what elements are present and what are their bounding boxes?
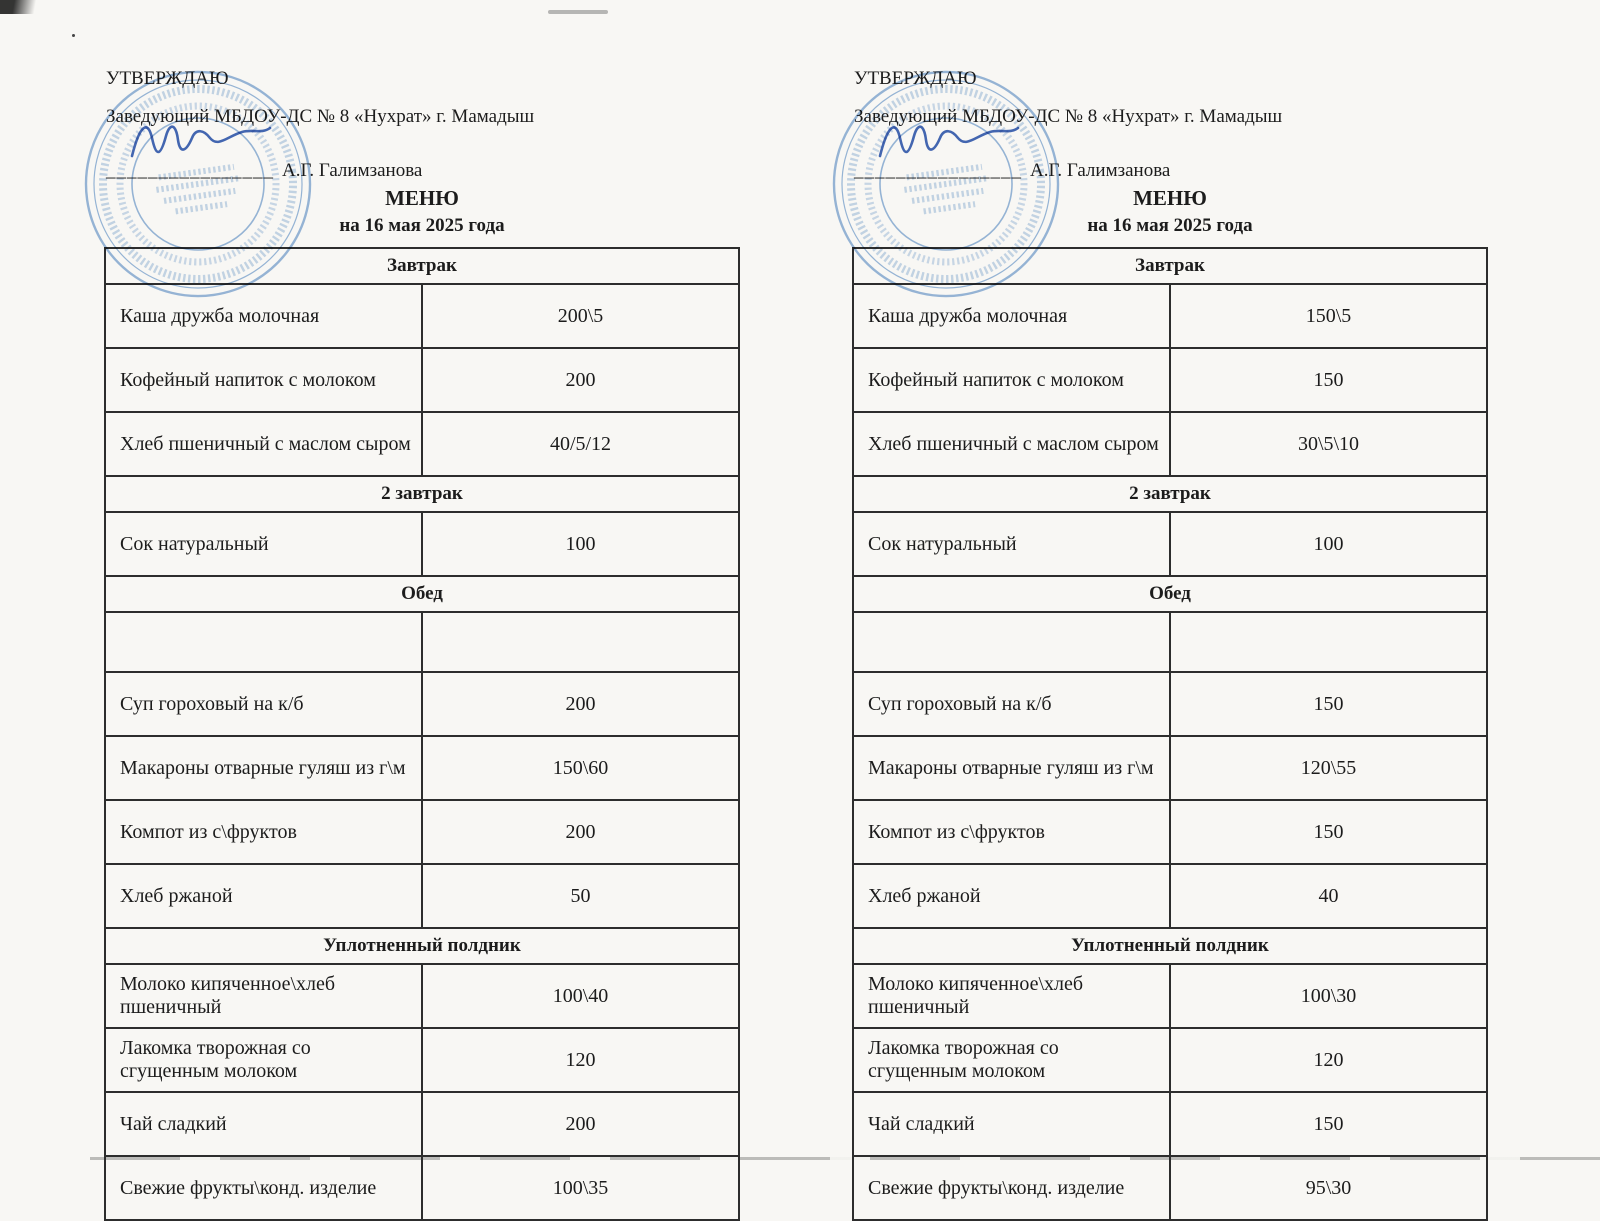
dish-name: Кофейный напиток с молоком <box>105 348 422 412</box>
dish-name: Хлеб ржаной <box>853 864 1170 928</box>
approve-label: УТВЕРЖДАЮ <box>106 68 229 89</box>
dish-name: Хлеб пшеничный с маслом сыром <box>853 412 1170 476</box>
portion-value: 150 <box>1170 672 1487 736</box>
dish-name: Свежие фрукты\конд. изделие <box>105 1156 422 1220</box>
menu-sheet-left <box>104 68 744 1221</box>
dish-name: Суп гороховый на к/б <box>853 672 1170 736</box>
portion-value: 200 <box>422 800 739 864</box>
menu-row <box>853 1156 1487 1220</box>
signature-row <box>106 148 744 182</box>
dish-name: Сок натуральный <box>853 512 1170 576</box>
dish-name: Компот из с\фруктов <box>853 800 1170 864</box>
portion-value: 100 <box>422 512 739 576</box>
portion-value: 120\55 <box>1170 736 1487 800</box>
dish-name: Чай сладкий <box>853 1092 1170 1156</box>
dish-name: Макароны отварные гуляш из г\м <box>105 736 422 800</box>
menu-row <box>853 864 1487 928</box>
signer-name: А.Г. Галимзанова <box>1030 160 1171 181</box>
menu-row <box>105 672 739 736</box>
signature-underline: ________________ <box>854 160 1022 181</box>
portion-value: 120 <box>422 1028 739 1092</box>
dish-name: Лакомка творожная со сгущенным молоком <box>105 1028 422 1092</box>
dish-name: Чай сладкий <box>105 1092 422 1156</box>
menu-title: МЕНЮ <box>385 186 459 210</box>
menu-table <box>104 247 740 1221</box>
scan-artifact-dot <box>72 34 75 37</box>
portion-value: 40 <box>1170 864 1487 928</box>
section-row <box>105 248 739 284</box>
institution-line: Заведующий МБДОУ-ДС № 8 «Нухрат» г. Мамадыш <box>854 106 1283 127</box>
menu-row <box>105 1028 739 1092</box>
title-block <box>104 186 740 237</box>
dish-name: Молоко кипяченное\хлеб пшеничный <box>853 964 1170 1028</box>
dish-name: Хлеб ржаной <box>105 864 422 928</box>
approve-label: УТВЕРЖДАЮ <box>854 68 977 89</box>
portion-value: 200 <box>422 1092 739 1156</box>
section-header: Обед <box>853 576 1487 612</box>
portion-value: 40/5/12 <box>422 412 739 476</box>
menu-row <box>105 1156 739 1220</box>
section-header: Завтрак <box>105 248 739 284</box>
portion-value: 50 <box>422 864 739 928</box>
menu-row <box>105 512 739 576</box>
menu-row <box>853 964 1487 1028</box>
signature-row <box>854 148 1492 182</box>
dish-name: Макароны отварные гуляш из г\м <box>853 736 1170 800</box>
menu-date: на 16 мая 2025 года <box>339 215 505 236</box>
portion-value: 100\40 <box>422 964 739 1028</box>
dish-name: Каша дружба молочная <box>105 284 422 348</box>
section-row <box>105 476 739 512</box>
menu-row <box>105 800 739 864</box>
portion-value: 30\5\10 <box>1170 412 1487 476</box>
portion-value: 100\30 <box>1170 964 1487 1028</box>
dish-name: Молоко кипяченное\хлеб пшеничный <box>105 964 422 1028</box>
menu-row <box>105 348 739 412</box>
signer-name: А.Г. Галимзанова <box>282 160 423 181</box>
section-header: 2 завтрак <box>853 476 1487 512</box>
menu-row <box>853 1092 1487 1156</box>
menu-date: на 16 мая 2025 года <box>1087 215 1253 236</box>
portion-value: 150 <box>1170 348 1487 412</box>
menu-row <box>105 964 739 1028</box>
dish-name: Хлеб пшеничный с маслом сыром <box>105 412 422 476</box>
section-header: Уплотненный полдник <box>105 928 739 964</box>
portion-value: 200\5 <box>422 284 739 348</box>
portion-value: 100\35 <box>422 1156 739 1220</box>
section-row <box>105 576 739 612</box>
section-row <box>853 576 1487 612</box>
menu-row <box>853 284 1487 348</box>
dish-name: Кофейный напиток с молоком <box>853 348 1170 412</box>
section-header: 2 завтрак <box>105 476 739 512</box>
scan-artifact-smudge <box>548 10 608 14</box>
menu-table <box>852 247 1488 1221</box>
menu-row <box>105 284 739 348</box>
section-header: Завтрак <box>853 248 1487 284</box>
dish-name: Суп гороховый на к/б <box>105 672 422 736</box>
dish-name: Свежие фрукты\конд. изделие <box>853 1156 1170 1220</box>
menu-row <box>853 736 1487 800</box>
menu-row <box>105 736 739 800</box>
menu-row <box>853 412 1487 476</box>
menu-row <box>853 672 1487 736</box>
menu-sheet-right <box>852 68 1492 1221</box>
section-header: Обед <box>105 576 739 612</box>
section-row <box>853 476 1487 512</box>
menu-table-body <box>105 248 739 1220</box>
menu-row <box>853 612 1487 672</box>
dish-name <box>853 612 1170 672</box>
title-block <box>852 186 1488 237</box>
menu-row <box>105 412 739 476</box>
menu-row <box>105 1092 739 1156</box>
menu-row <box>853 1028 1487 1092</box>
dish-name: Компот из с\фруктов <box>105 800 422 864</box>
dish-name: Сок натуральный <box>105 512 422 576</box>
menu-row <box>853 800 1487 864</box>
menu-row <box>105 864 739 928</box>
portion-value: 200 <box>422 348 739 412</box>
portion-value: 200 <box>422 672 739 736</box>
section-row <box>853 928 1487 964</box>
portion-value <box>1170 612 1487 672</box>
section-row <box>105 928 739 964</box>
portion-value: 100 <box>1170 512 1487 576</box>
scan-artifact-corner <box>0 0 46 14</box>
portion-value: 150 <box>1170 800 1487 864</box>
portion-value: 150 <box>1170 1092 1487 1156</box>
portion-value: 150\60 <box>422 736 739 800</box>
dish-name: Лакомка творожная со сгущенным молоком <box>853 1028 1170 1092</box>
menu-title: МЕНЮ <box>1133 186 1207 210</box>
menu-row <box>853 348 1487 412</box>
dish-name: Каша дружба молочная <box>853 284 1170 348</box>
portion-value: 95\30 <box>1170 1156 1487 1220</box>
menu-row <box>105 612 739 672</box>
dish-name <box>105 612 422 672</box>
menu-row <box>853 512 1487 576</box>
section-row <box>853 248 1487 284</box>
portion-value <box>422 612 739 672</box>
portion-value: 150\5 <box>1170 284 1487 348</box>
section-header: Уплотненный полдник <box>853 928 1487 964</box>
portion-value: 120 <box>1170 1028 1487 1092</box>
menu-table-body <box>853 248 1487 1220</box>
signature-underline: ________________ <box>106 160 274 181</box>
institution-line: Заведующий МБДОУ-ДС № 8 «Нухрат» г. Мамадыш <box>106 106 535 127</box>
